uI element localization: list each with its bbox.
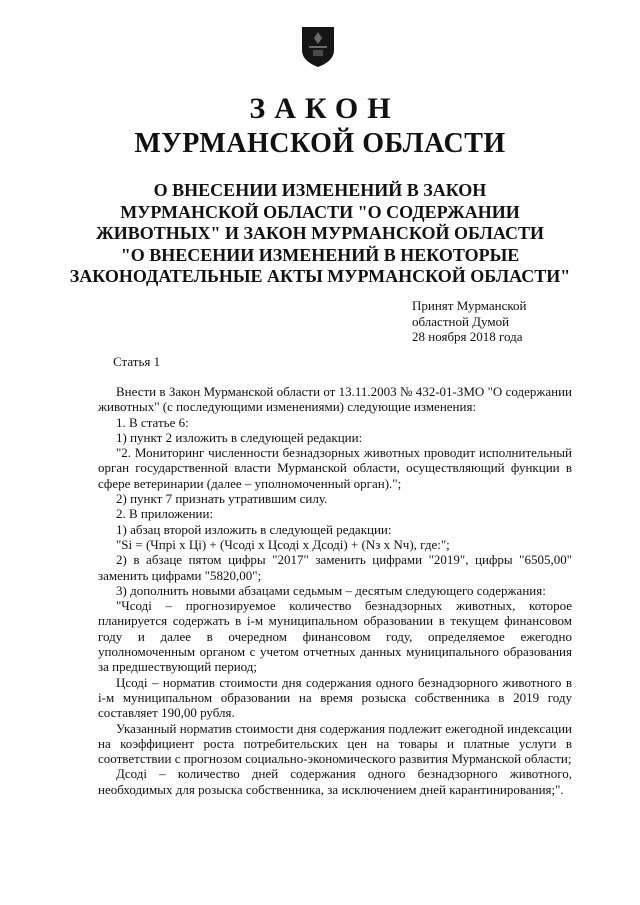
law-title-line: О ВНЕСЕНИИ ИЗМЕНЕНИЙ В ЗАКОН [153, 180, 487, 200]
paragraph: Дсодi – количество дней содержания одного безнадзорного животного, необходимых для розыска собственника, за исключением дней карантинирования;". [98, 766, 572, 797]
article-title: Статья 1 [113, 354, 161, 369]
paragraph: 1) пункт 2 изложить в следующей редакции: [116, 429, 363, 445]
document-type-heading: ЗАКОН [249, 92, 400, 125]
law-title-line: МУРМАНСКОЙ ОБЛАСТИ "О СОДЕРЖАНИИ [120, 201, 520, 222]
law-title-line: ЗАКОНОДАТЕЛЬНЫЕ АКТЫ МУРМАНСКОЙ ОБЛАСТИ" [69, 266, 571, 286]
paragraph: 1) абзац второй изложить в следующей редакции: [116, 521, 392, 537]
paragraph: 2) пункт 7 признать утратившим силу. [116, 491, 328, 507]
article-body [98, 384, 572, 797]
paragraph: 2) в абзаце пятом цифры "2017" заменить цифрами "2019", цифры "6505,00" заменить цифрами "5820,00"; [98, 552, 572, 583]
paragraph: Указанный норматив стоимости дня содержания подлежит ежегодной индексации на коэффициент роста потребительских цен на товары и платные услуги в соответствии с прогнозом социально-экономического развития Мурманской области; [98, 720, 572, 767]
paragraph: 3) дополнить новыми абзацами седьмым – десятым следующего содержания: [116, 582, 546, 598]
law-title-line: "О ВНЕСЕНИИ ИЗМЕНЕНИЙ В НЕКОТОРЫЕ [120, 244, 520, 265]
adoption-line: областной Думой [412, 313, 510, 329]
paragraph: 2. В приложении: [116, 506, 214, 522]
adoption-date: 28 ноября 2018 года [412, 329, 523, 344]
region-heading: МУРМАНСКОЙ ОБЛАСТИ [134, 128, 506, 159]
paragraph: Цсодi – норматив стоимости дня содержания одного безнадзорного животного в i-м муниципальном образовании на время розыска собственника в 2019 году составляет 190,00 рубля. [98, 674, 572, 721]
paragraph: 1. В статье 6: [116, 414, 189, 430]
paragraph: "2. Мониторинг численности безнадзорных животных проводит исполнительный орган государственной власти Мурманской области, осуществляющий функции в сфере ветеринарии (далее – уполномоченный орган)."; [98, 445, 572, 491]
law-title [60, 180, 580, 288]
paragraph: "Чсодi – прогнозируемое количество безнадзорных животных, которое планируется содержать в i-м муниципальном образовании в текущем финансовом году и далее в очередном финансовом году, определяемое ежегодно уполномоченным органом с учетом отчетных данных муниципального образования за предшествующий период; [98, 598, 572, 675]
adoption-line: Принят Мурманской [412, 298, 527, 313]
law-title-line: ЖИВОТНЫХ" И ЗАКОН МУРМАНСКОЙ ОБЛАСТИ [95, 223, 544, 243]
paragraph: Внести в Закон Мурманской области от 13.11.2003 № 432-01-ЗМО "О содержании животных" (с последующими изменениями) следующие изменения: [98, 384, 572, 415]
adoption-note [412, 298, 527, 345]
formula-paragraph: "Si = (Чпрi x Цi) + (Чсодi x Цсодi x Дсодi) + (Nз x Nч), где:"; [116, 536, 450, 552]
coat-of-arms-emblem [299, 24, 337, 68]
